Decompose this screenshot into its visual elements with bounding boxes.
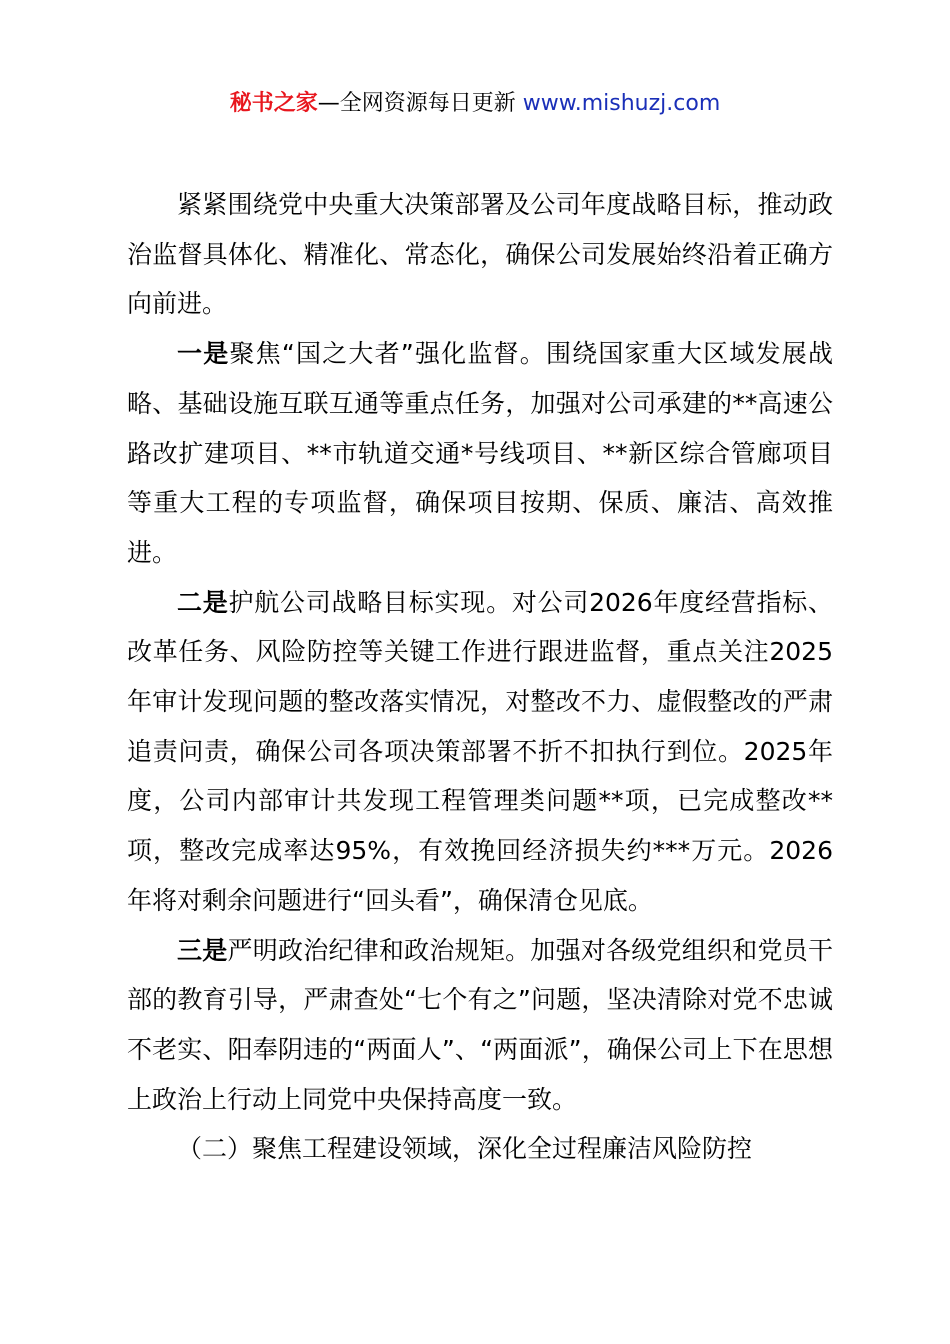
- site-header: [0, 88, 950, 120]
- point-two-paragraph: [127, 578, 833, 926]
- point-three-text: 严明政治纪律和政治规矩。加强对各级党组织和党员干部的教育引导，严肃查处“七个有之”问题，坚决清除对党不忠诚不老实、阳奉阴违的“两面人”、“两面派”，确保公司上下在思想上政治上行动上同党中央保持高度一致。: [127, 935, 833, 1114]
- point-three-paragraph: [127, 926, 833, 1125]
- section-heading: （二）聚焦工程建设领域，深化全过程廉洁风险防控: [177, 1134, 753, 1164]
- header-tagline: —全网资源每日更新: [317, 91, 523, 116]
- point-one-text: 聚焦“国之大者”强化监督。围绕国家重大区域发展战略、基础设施互联互通等重点任务，加强对公司承建的**高速公路改扩建项目、**市轨道交通*号线项目、**新区综合管廊项目等重大工程的专项监督，确保项目按期、保质、廉洁、高效推进。: [127, 339, 833, 567]
- point-two-text: 护航公司战略目标实现。对公司2026年度经营指标、改革任务、风险防控等关键工作进行跟进监督，重点关注2025年审计发现问题的整改落实情况，对整改不力、虚假整改的严肃追责问责，确保公司各项决策部署不折不扣执行到位。2025年度，公司内部审计共发现工程管理类问题**项，已完成整改**项，整改完成率达95%，有效挽回经济损失约***万元。2026年将对剩余问题进行“回头看”，确保清仓见底。: [127, 587, 833, 915]
- point-one-lead: 一是: [177, 339, 230, 369]
- site-url-link[interactable]: www.mishuzj.com: [522, 91, 721, 116]
- intro-text: 紧紧围绕党中央重大决策部署及公司年度战略目标，推动政治监督具体化、精准化、常态化，确保公司发展始终沿着正确方向前进。: [127, 190, 833, 319]
- point-two-lead: 二是: [177, 587, 229, 617]
- point-three-lead: 三是: [177, 935, 228, 965]
- point-one-paragraph: [127, 329, 833, 578]
- document-body: [127, 180, 833, 1174]
- intro-paragraph: [127, 180, 833, 329]
- brand-name: 秘书之家: [229, 91, 318, 116]
